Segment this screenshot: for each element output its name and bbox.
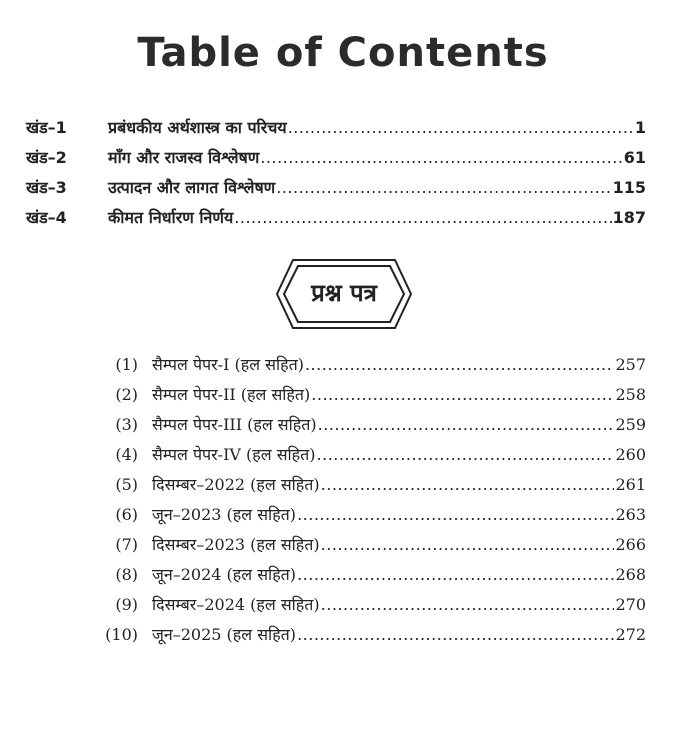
- dot-leader: [321, 535, 615, 554]
- dot-leader: [276, 178, 611, 197]
- toc-entry-paper-3: [78, 413, 646, 443]
- toc-entry-unit-1: [26, 116, 646, 146]
- dot-leader: [311, 385, 614, 404]
- paper-title: जून–2023 (हल सहित): [152, 505, 297, 524]
- toc-entry-paper-4: [78, 443, 646, 473]
- page-number: 272: [615, 625, 646, 644]
- dot-leader: [321, 475, 615, 494]
- paper-number: (3): [115, 415, 138, 434]
- unit-title: प्रबंधकीय अर्थशास्त्र का परिचय: [108, 118, 287, 137]
- unit-number: खंड–3: [26, 178, 67, 197]
- dot-leader: [318, 415, 615, 434]
- paper-number: (10): [105, 625, 138, 644]
- unit-number: खंड–4: [26, 208, 67, 227]
- page-number: 266: [615, 535, 646, 554]
- section-badge-label: प्रश्न पत्र: [311, 279, 377, 307]
- dot-leader: [317, 445, 615, 464]
- paper-title: दिसम्बर–2022 (हल सहित): [152, 475, 320, 494]
- page-number: 257: [615, 355, 646, 374]
- paper-title: सैम्पल पेपर-I (हल सहित): [152, 355, 304, 374]
- page-number: 268: [615, 565, 646, 584]
- toc-entry-paper-5: [78, 473, 646, 503]
- papers-list: [78, 353, 646, 653]
- unit-title: उत्पादन और लागत विश्लेषण: [108, 178, 276, 197]
- page-number: 260: [615, 445, 646, 464]
- paper-title: दिसम्बर–2023 (हल सहित): [152, 535, 320, 554]
- toc-entry-paper-6: [78, 503, 646, 533]
- page-number: 270: [615, 595, 646, 614]
- dot-leader: [297, 565, 614, 584]
- toc-entry-paper-7: [78, 533, 646, 563]
- page-number: 61: [623, 148, 646, 167]
- paper-number: (2): [115, 385, 138, 404]
- dot-leader: [297, 625, 614, 644]
- paper-title: सैम्पल पेपर-IV (हल सहित): [152, 445, 316, 464]
- page-number: 263: [615, 505, 646, 524]
- page-number: 261: [615, 475, 646, 494]
- paper-number: (6): [115, 505, 138, 524]
- paper-number: (5): [115, 475, 138, 494]
- toc-entry-unit-3: [26, 176, 646, 206]
- toc-entry-paper-9: [78, 593, 646, 623]
- section-badge: [275, 258, 413, 330]
- unit-number: खंड–1: [26, 118, 67, 137]
- toc-entry-paper-10: [78, 623, 646, 653]
- page-number: 115: [612, 178, 646, 197]
- unit-number: खंड–2: [26, 148, 67, 167]
- dot-leader: [305, 355, 614, 374]
- units-list: [26, 116, 646, 236]
- paper-title: जून–2025 (हल सहित): [152, 625, 297, 644]
- paper-number: (4): [115, 445, 138, 464]
- page-number: 187: [612, 208, 646, 227]
- paper-title: जून–2024 (हल सहित): [152, 565, 297, 584]
- dot-leader: [321, 595, 615, 614]
- paper-number: (9): [115, 595, 138, 614]
- toc-entry-paper-8: [78, 563, 646, 593]
- page-number: 1: [634, 118, 646, 137]
- toc-entry-paper-2: [78, 383, 646, 413]
- paper-number: (7): [115, 535, 138, 554]
- paper-title: दिसम्बर–2024 (हल सहित): [152, 595, 320, 614]
- unit-title: माँग और राजस्व विश्लेषण: [108, 148, 260, 167]
- paper-number: (8): [115, 565, 138, 584]
- dot-leader: [260, 148, 622, 167]
- dot-leader: [288, 118, 634, 137]
- page-number: 259: [615, 415, 646, 434]
- toc-entry-paper-1: [78, 353, 646, 383]
- unit-title: कीमत निर्धारण निर्णय: [108, 208, 234, 227]
- paper-title: सैम्पल पेपर-II (हल सहित): [152, 385, 311, 404]
- page-title: Table of Contents: [137, 30, 549, 76]
- paper-title: सैम्पल पेपर-III (हल सहित): [152, 415, 317, 434]
- toc-entry-unit-4: [26, 206, 646, 236]
- dot-leader: [234, 208, 611, 227]
- paper-number: (1): [115, 355, 138, 374]
- page-number: 258: [615, 385, 646, 404]
- toc-entry-unit-2: [26, 146, 646, 176]
- dot-leader: [297, 505, 614, 524]
